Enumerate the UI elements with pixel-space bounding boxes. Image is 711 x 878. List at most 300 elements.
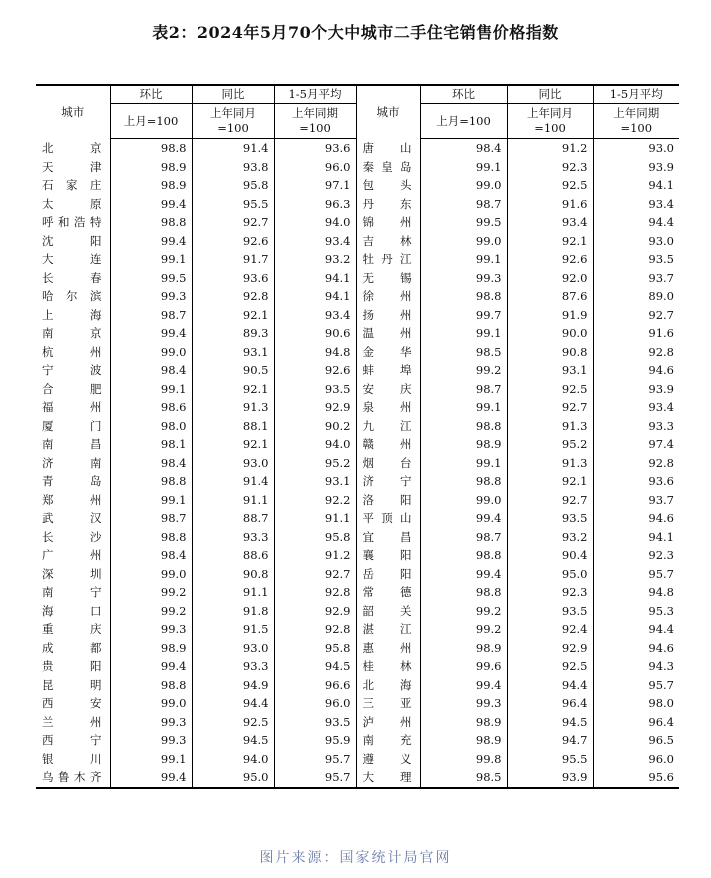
yoy-cell: 90.4 — [507, 546, 593, 565]
yoy-cell: 92.7 — [507, 398, 593, 417]
mom-cell: 98.8 — [420, 287, 507, 306]
yoy-cell: 90.0 — [507, 324, 593, 343]
city-cell: 安庆 — [356, 380, 420, 399]
yoy-cell: 93.5 — [507, 509, 593, 528]
mom-cell: 99.3 — [420, 269, 507, 288]
header-yoy-base-line1: 上年同月 — [527, 106, 573, 120]
city-cell: 太原 — [42, 196, 102, 211]
header-avg-right: 1-5月平均 — [593, 85, 679, 104]
avg-cell: 92.9 — [274, 602, 356, 621]
mom-cell: 99.2 — [110, 583, 192, 602]
avg-cell: 93.5 — [274, 380, 356, 399]
mom-cell: 98.7 — [420, 528, 507, 547]
city-cell: 福州 — [42, 400, 102, 414]
table-row — [36, 250, 679, 269]
header-mom-left: 环比 — [110, 85, 192, 104]
city-cell: 丹东 — [356, 195, 420, 214]
yoy-cell: 91.4 — [192, 139, 274, 158]
table-row — [36, 232, 679, 251]
table-row — [36, 213, 679, 232]
yoy-cell: 95.0 — [507, 565, 593, 584]
city-cell: 赣州 — [356, 435, 420, 454]
header-avg-left: 1-5月平均 — [274, 85, 356, 104]
table-row — [36, 398, 679, 417]
header-yoy-left: 同比 — [192, 85, 274, 104]
yoy-cell: 92.5 — [507, 380, 593, 399]
avg-cell: 93.7 — [593, 269, 679, 288]
avg-cell: 93.0 — [593, 139, 679, 158]
avg-cell: 92.8 — [274, 583, 356, 602]
table-row — [36, 528, 679, 547]
avg-cell: 95.7 — [274, 768, 356, 788]
yoy-cell: 92.1 — [192, 306, 274, 325]
header-yoy-right: 同比 — [507, 85, 593, 104]
mom-cell: 99.5 — [420, 213, 507, 232]
yoy-cell: 93.2 — [507, 528, 593, 547]
avg-cell: 92.9 — [274, 398, 356, 417]
avg-cell: 91.1 — [274, 509, 356, 528]
avg-cell: 94.1 — [274, 287, 356, 306]
avg-cell: 94.3 — [593, 657, 679, 676]
header-yoy-base-line2: =100 — [217, 121, 249, 135]
city-cell: 海口 — [42, 603, 102, 618]
header-yoy-base-left — [192, 104, 274, 139]
city-cell: 南京 — [42, 326, 102, 340]
mom-cell: 99.2 — [420, 361, 507, 380]
city-cell: 无锡 — [356, 269, 420, 288]
yoy-cell: 92.7 — [507, 491, 593, 510]
mom-cell: 99.4 — [420, 509, 507, 528]
mom-cell: 98.0 — [110, 417, 192, 436]
city-cell: 石家庄 — [42, 178, 102, 192]
yoy-cell: 91.5 — [192, 620, 274, 639]
avg-cell: 93.3 — [593, 417, 679, 436]
mom-cell: 98.8 — [110, 528, 192, 547]
avg-cell: 90.6 — [274, 324, 356, 343]
avg-cell: 96.3 — [274, 195, 356, 214]
avg-cell: 93.1 — [274, 472, 356, 491]
yoy-cell: 93.0 — [192, 454, 274, 473]
mom-cell: 98.4 — [110, 454, 192, 473]
city-cell: 西安 — [42, 696, 102, 710]
mom-cell: 99.1 — [420, 398, 507, 417]
city-cell: 兰州 — [42, 714, 102, 729]
mom-cell: 98.9 — [110, 158, 192, 177]
city-cell: 深圳 — [42, 566, 102, 581]
yoy-cell: 96.4 — [507, 694, 593, 713]
avg-cell: 94.1 — [593, 176, 679, 195]
mom-cell: 99.3 — [110, 731, 192, 750]
mom-cell: 98.6 — [110, 398, 192, 417]
yoy-cell: 93.3 — [192, 657, 274, 676]
mom-cell: 99.7 — [420, 306, 507, 325]
yoy-cell: 89.3 — [192, 324, 274, 343]
avg-cell: 92.8 — [593, 343, 679, 362]
avg-cell: 95.6 — [593, 768, 679, 788]
mom-cell: 98.7 — [420, 195, 507, 214]
yoy-cell: 91.1 — [192, 583, 274, 602]
yoy-cell: 94.5 — [507, 713, 593, 732]
table-row — [36, 639, 679, 658]
avg-cell: 93.6 — [274, 139, 356, 158]
mom-cell: 99.3 — [110, 620, 192, 639]
avg-cell: 93.5 — [593, 250, 679, 269]
mom-cell: 99.1 — [420, 454, 507, 473]
mom-cell: 98.8 — [420, 417, 507, 436]
avg-cell: 93.4 — [593, 398, 679, 417]
avg-cell: 93.6 — [593, 472, 679, 491]
city-cell: 岳阳 — [356, 565, 420, 584]
avg-cell: 93.9 — [593, 158, 679, 177]
city-cell: 唐山 — [356, 139, 420, 158]
city-cell: 惠州 — [356, 639, 420, 658]
city-cell: 扬州 — [356, 306, 420, 325]
mom-cell: 99.1 — [420, 158, 507, 177]
table-row — [36, 269, 679, 288]
header-avg-base-line2: =100 — [299, 121, 331, 135]
city-cell: 郑州 — [42, 492, 102, 507]
city-cell: 平顶山 — [356, 509, 420, 528]
avg-cell: 92.3 — [593, 546, 679, 565]
avg-cell: 94.1 — [274, 269, 356, 288]
table-row — [36, 435, 679, 454]
mom-cell: 98.8 — [420, 472, 507, 491]
avg-cell: 92.7 — [274, 565, 356, 584]
city-cell: 温州 — [356, 324, 420, 343]
avg-cell: 96.0 — [593, 750, 679, 769]
mom-cell: 99.2 — [420, 620, 507, 639]
avg-cell: 91.2 — [274, 546, 356, 565]
table-row — [36, 713, 679, 732]
table-row — [36, 195, 679, 214]
avg-cell: 93.5 — [274, 713, 356, 732]
city-cell: 沈阳 — [42, 233, 102, 248]
mom-cell: 99.0 — [110, 565, 192, 584]
city-cell: 泉州 — [356, 398, 420, 417]
avg-cell: 94.6 — [593, 639, 679, 658]
city-cell: 大连 — [42, 252, 102, 266]
table-row — [36, 417, 679, 436]
table-row — [36, 176, 679, 195]
city-cell: 乌鲁木齐 — [36, 768, 110, 788]
mom-cell: 98.8 — [110, 139, 192, 158]
mom-cell: 98.8 — [110, 213, 192, 232]
mom-cell: 98.8 — [110, 676, 192, 695]
yoy-cell: 90.8 — [192, 565, 274, 584]
yoy-cell: 92.1 — [507, 472, 593, 491]
avg-cell: 95.9 — [274, 731, 356, 750]
yoy-cell: 92.4 — [507, 620, 593, 639]
table-row — [36, 602, 679, 621]
mom-cell: 99.0 — [110, 343, 192, 362]
mom-cell: 98.9 — [420, 713, 507, 732]
mom-cell: 98.9 — [420, 731, 507, 750]
city-cell: 南昌 — [42, 437, 102, 451]
city-cell: 昆明 — [42, 677, 102, 692]
city-cell: 合肥 — [42, 381, 102, 396]
avg-cell: 94.1 — [593, 528, 679, 547]
avg-cell: 93.2 — [274, 250, 356, 269]
avg-cell: 97.4 — [593, 435, 679, 454]
mom-cell: 98.7 — [110, 306, 192, 325]
city-cell: 济南 — [42, 455, 102, 470]
header-avg-base-line1: 上年同期 — [292, 106, 338, 120]
yoy-cell: 95.2 — [507, 435, 593, 454]
header-avg-base-line2: =100 — [620, 121, 653, 135]
table-row — [36, 768, 679, 788]
avg-cell: 94.0 — [274, 435, 356, 454]
avg-cell: 93.0 — [593, 232, 679, 251]
avg-cell: 96.4 — [593, 713, 679, 732]
mom-cell: 99.3 — [110, 713, 192, 732]
yoy-cell: 88.7 — [192, 509, 274, 528]
yoy-cell: 94.0 — [192, 750, 274, 769]
yoy-cell: 93.8 — [192, 158, 274, 177]
city-cell: 三亚 — [356, 694, 420, 713]
city-cell: 广州 — [42, 548, 102, 562]
yoy-cell: 91.6 — [507, 195, 593, 214]
yoy-cell: 91.3 — [507, 454, 593, 473]
mom-cell: 99.4 — [420, 565, 507, 584]
table-row — [36, 361, 679, 380]
city-cell: 厦门 — [42, 418, 102, 433]
yoy-cell: 95.5 — [192, 195, 274, 214]
yoy-cell: 93.5 — [507, 602, 593, 621]
mom-cell: 98.8 — [420, 583, 507, 602]
mom-cell: 99.0 — [420, 176, 507, 195]
city-cell: 银川 — [42, 751, 102, 766]
yoy-cell: 95.5 — [507, 750, 593, 769]
mom-cell: 99.5 — [110, 269, 192, 288]
avg-cell: 96.0 — [274, 158, 356, 177]
avg-cell: 93.4 — [593, 195, 679, 214]
city-cell: 烟台 — [356, 454, 420, 473]
yoy-cell: 94.5 — [192, 731, 274, 750]
avg-cell: 95.7 — [593, 565, 679, 584]
city-cell: 襄阳 — [356, 546, 420, 565]
yoy-cell: 92.6 — [507, 250, 593, 269]
table-row — [36, 565, 679, 584]
header-city-left: 城市 — [36, 85, 110, 139]
yoy-cell: 91.7 — [192, 250, 274, 269]
avg-cell: 92.2 — [274, 491, 356, 510]
mom-cell: 99.3 — [420, 694, 507, 713]
city-cell: 北京 — [42, 140, 102, 155]
header-yoy-base-line1: 上年同月 — [210, 106, 256, 120]
mom-cell: 99.6 — [420, 657, 507, 676]
avg-cell: 96.5 — [593, 731, 679, 750]
city-cell: 呼和浩特 — [42, 215, 102, 229]
table-row — [36, 491, 679, 510]
table-row — [36, 324, 679, 343]
city-cell: 桂林 — [356, 657, 420, 676]
header-avg-base-right — [593, 104, 679, 139]
avg-cell: 95.7 — [593, 676, 679, 695]
mom-cell: 99.1 — [420, 324, 507, 343]
yoy-cell: 92.1 — [192, 380, 274, 399]
city-cell: 遵义 — [356, 750, 420, 769]
city-cell: 蚌埠 — [356, 361, 420, 380]
yoy-cell: 94.4 — [192, 694, 274, 713]
city-cell: 大理 — [356, 768, 420, 788]
city-cell: 哈尔滨 — [42, 289, 102, 303]
city-cell: 重庆 — [42, 622, 102, 636]
mom-cell: 98.4 — [110, 546, 192, 565]
avg-cell: 89.0 — [593, 287, 679, 306]
yoy-cell: 91.2 — [507, 139, 593, 158]
avg-cell: 94.8 — [274, 343, 356, 362]
table-row — [36, 583, 679, 602]
yoy-cell: 92.3 — [507, 158, 593, 177]
mom-cell: 98.9 — [110, 639, 192, 658]
mom-cell: 99.4 — [420, 676, 507, 695]
avg-cell: 95.2 — [274, 454, 356, 473]
mom-cell: 99.2 — [110, 602, 192, 621]
avg-cell: 92.6 — [274, 361, 356, 380]
table-row — [36, 343, 679, 362]
mom-cell: 98.8 — [110, 472, 192, 491]
header-yoy-base-right — [507, 104, 593, 139]
avg-cell: 92.7 — [593, 306, 679, 325]
table-title: 表2：2024年5月70个大中城市二手住宅销售价格指数 — [152, 23, 559, 42]
avg-cell: 94.5 — [274, 657, 356, 676]
header-city-right: 城市 — [356, 85, 420, 139]
avg-cell: 94.6 — [593, 361, 679, 380]
table-row — [36, 380, 679, 399]
avg-cell: 96.0 — [274, 694, 356, 713]
city-cell: 成都 — [42, 640, 102, 655]
city-cell: 湛江 — [356, 620, 420, 639]
table-row — [36, 750, 679, 769]
avg-cell: 92.8 — [274, 620, 356, 639]
mom-cell: 99.1 — [110, 380, 192, 399]
mom-cell: 99.1 — [110, 491, 192, 510]
avg-cell: 95.3 — [593, 602, 679, 621]
yoy-cell: 92.5 — [507, 176, 593, 195]
avg-cell: 97.1 — [274, 176, 356, 195]
yoy-cell: 94.7 — [507, 731, 593, 750]
yoy-cell: 93.6 — [192, 269, 274, 288]
table-body — [36, 139, 679, 788]
mom-cell: 99.0 — [420, 491, 507, 510]
yoy-cell: 93.3 — [192, 528, 274, 547]
mom-cell: 98.9 — [420, 435, 507, 454]
yoy-cell: 93.0 — [192, 639, 274, 658]
table-row — [36, 158, 679, 177]
yoy-cell: 92.8 — [192, 287, 274, 306]
mom-cell: 99.1 — [110, 250, 192, 269]
header-mom-base-left: 上月=100 — [110, 104, 192, 139]
yoy-cell: 95.8 — [192, 176, 274, 195]
yoy-cell: 94.9 — [192, 676, 274, 695]
yoy-cell: 92.3 — [507, 583, 593, 602]
mom-cell: 98.8 — [420, 546, 507, 565]
mom-cell: 99.4 — [110, 195, 192, 214]
yoy-cell: 91.9 — [507, 306, 593, 325]
mom-cell: 99.0 — [420, 232, 507, 251]
table-row — [36, 287, 679, 306]
mom-cell: 99.3 — [110, 287, 192, 306]
yoy-cell: 91.3 — [507, 417, 593, 436]
mom-cell: 99.0 — [110, 694, 192, 713]
avg-cell: 95.8 — [274, 528, 356, 547]
city-cell: 南宁 — [42, 585, 102, 599]
city-cell: 吉林 — [356, 232, 420, 251]
yoy-cell: 91.4 — [192, 472, 274, 491]
avg-cell: 93.4 — [274, 232, 356, 251]
avg-cell: 94.4 — [593, 620, 679, 639]
mom-cell: 98.7 — [110, 509, 192, 528]
table-row — [36, 509, 679, 528]
city-cell: 南充 — [356, 731, 420, 750]
mom-cell: 98.5 — [420, 768, 507, 788]
mom-cell: 99.8 — [420, 750, 507, 769]
yoy-cell: 92.7 — [192, 213, 274, 232]
mom-cell: 98.7 — [420, 380, 507, 399]
table-row — [36, 731, 679, 750]
avg-cell: 96.6 — [274, 676, 356, 695]
mom-cell: 98.1 — [110, 435, 192, 454]
mom-cell: 98.4 — [420, 139, 507, 158]
avg-cell: 95.7 — [274, 750, 356, 769]
city-cell: 锦州 — [356, 213, 420, 232]
yoy-cell: 93.1 — [507, 361, 593, 380]
yoy-cell: 93.1 — [192, 343, 274, 362]
image-source-caption: 图片来源：国家统计局官网 — [259, 850, 452, 866]
header-mom-base-right: 上月=100 — [420, 104, 507, 139]
city-cell: 上海 — [42, 307, 102, 322]
table-row — [36, 472, 679, 491]
city-cell: 九江 — [356, 417, 420, 436]
header-avg-base-left — [274, 104, 356, 139]
header-yoy-base-line2: =100 — [534, 121, 566, 135]
city-cell: 北海 — [356, 676, 420, 695]
table-row — [36, 546, 679, 565]
header-mom-right: 环比 — [420, 85, 507, 104]
table-row — [36, 620, 679, 639]
city-cell: 常德 — [356, 583, 420, 602]
avg-cell: 94.0 — [274, 213, 356, 232]
avg-cell: 92.8 — [593, 454, 679, 473]
avg-cell: 93.7 — [593, 491, 679, 510]
city-cell: 包头 — [356, 176, 420, 195]
yoy-cell: 93.4 — [507, 213, 593, 232]
mom-cell: 99.4 — [110, 324, 192, 343]
city-cell: 杭州 — [42, 344, 102, 359]
yoy-cell: 92.5 — [507, 657, 593, 676]
yoy-cell: 87.6 — [507, 287, 593, 306]
yoy-cell: 92.9 — [507, 639, 593, 658]
table-row — [36, 306, 679, 325]
mom-cell: 99.1 — [420, 250, 507, 269]
mom-cell: 99.4 — [110, 768, 192, 788]
yoy-cell: 91.1 — [192, 491, 274, 510]
city-cell: 韶关 — [356, 602, 420, 621]
yoy-cell: 93.9 — [507, 768, 593, 788]
mom-cell: 98.9 — [420, 639, 507, 658]
price-index-table — [36, 84, 679, 789]
city-cell: 秦皇岛 — [356, 158, 420, 177]
city-cell: 贵阳 — [42, 659, 102, 673]
mom-cell: 98.5 — [420, 343, 507, 362]
city-cell: 宁波 — [42, 363, 102, 377]
yoy-cell: 91.8 — [192, 602, 274, 621]
table-header — [36, 85, 679, 139]
yoy-cell: 92.6 — [192, 232, 274, 251]
city-cell: 金华 — [356, 343, 420, 362]
yoy-cell: 92.0 — [507, 269, 593, 288]
mom-cell: 98.4 — [110, 361, 192, 380]
